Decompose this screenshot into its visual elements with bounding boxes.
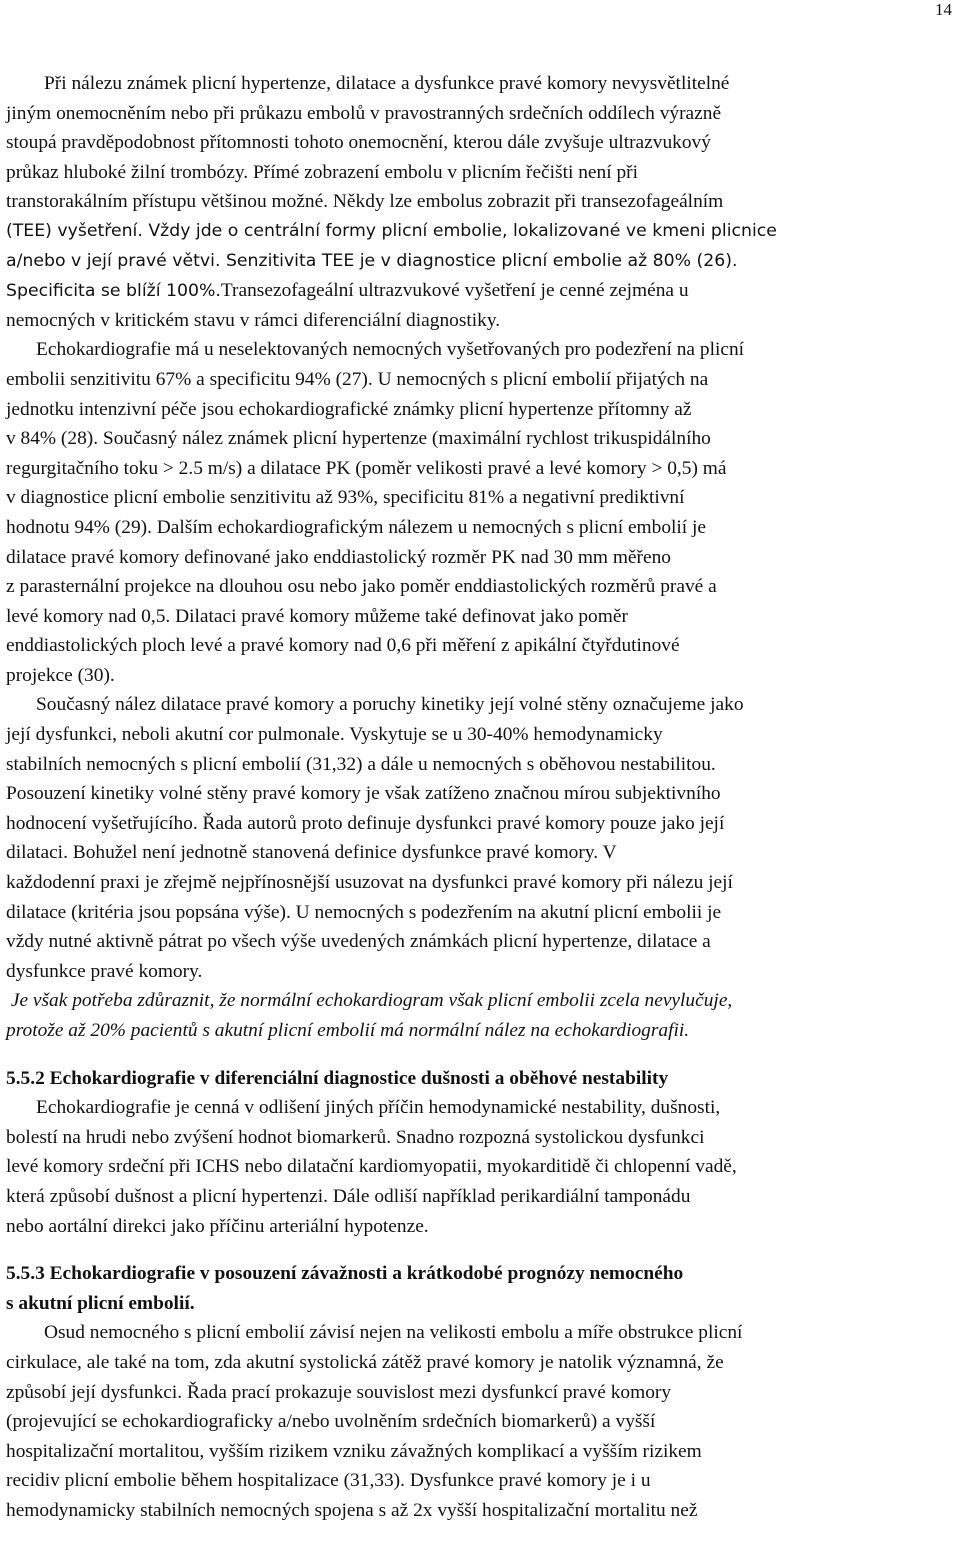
text-span: Specificita se blíží 100%. — [6, 281, 221, 302]
section-5-5-3 — [6, 1259, 956, 1525]
text-line: bolestí na hrudi nebo zvýšení hodnot biomarkerů. Snadno rozpozná systolickou dysfunkci — [6, 1126, 705, 1148]
text-line: embolii senzitivitu 67% a specificitu 94% (27). U nemocných s plicní embolií přijatých na — [6, 368, 709, 390]
text-line: (TEE) vyšetření. Vždy jde o centrální formy plicní embolie, lokalizované ve kmeni plicnice — [6, 220, 777, 241]
text-line: (projevující se echokardiograficky a/nebo uvolněním srdečních biomarkerů) a vyšší — [6, 1411, 656, 1433]
text-line: vždy nutné aktivně pátrat po všech výše uvedených známkách plicní hypertenze, dilatace a — [6, 931, 711, 953]
text-line: Současný nález dilatace pravé komory a poruchy kinetiky její volné stěny označujeme jako — [36, 694, 744, 716]
text-line: způsobí její dysfunkci. Řada prací prokazuje souvislost mezi dysfunkcí pravé komory — [6, 1381, 672, 1403]
text-line: projekce (30). — [6, 664, 115, 686]
text-line: Při nálezu známek plicní hypertenze, dilatace a dysfunkce pravé komory nevysvětlitelné — [44, 73, 730, 94]
paragraph-echo-sensitivity — [6, 335, 956, 690]
text-line: dysfunkce pravé komory. — [6, 960, 203, 982]
text-line: její dysfunkci, neboli akutní cor pulmonale. Vyskytuje se u 30-40% hemodynamicky — [6, 724, 663, 746]
italic-note — [6, 986, 956, 1045]
text-line: hodnotu 94% (29). Dalším echokardiografickým nálezem u nemocných s plicní embolií je — [6, 516, 707, 538]
section-5-5-2 — [6, 1064, 956, 1242]
page-number: 14 — [935, 0, 952, 19]
text-line: transtorakálním přístupu většinou možné. Někdy lze embolus zobrazit při transezofageálním — [6, 191, 724, 213]
text-line: enddiastolických ploch levé a pravé komory nad 0,6 při měření z apikální čtyřdutinové — [6, 635, 680, 657]
text-line: protože až 20% pacientů s akutní plicní embolií má normální nález na echokardiografii. — [6, 1020, 690, 1041]
text-line: z parasternální projekce na dlouhou osu nebo jako poměr enddiastolických rozměrů pravé a — [6, 576, 717, 598]
text-line: cirkulace, ale také na tom, zda akutní systolická zátěž pravé komory je natolik významná, že — [6, 1351, 724, 1373]
text-span: Transezofageální ultrazvukové vyšetření je cenné zejména u — [220, 280, 689, 302]
text-line: regurgitačního toku > 2.5 m/s) a dilatace PK (poměr velikosti pravé a levé komory > 0,5) má — [6, 457, 727, 479]
text-line: Osud nemocného s plicní embolií závisí nejen na velikosti embolu a míře obstrukce plicní — [44, 1322, 743, 1344]
text-line: nebo aortální direkci jako příčinu arteriální hypotenze. — [6, 1215, 429, 1237]
text-line: dilataci. Bohužel není jednotně stanovená definice dysfunkce pravé komory. V — [6, 842, 617, 864]
section-heading: 5.5.3 Echokardiografie v posouzení závažnosti a krátkodobé prognózy nemocného — [6, 1263, 684, 1285]
text-line: každodenní praxi je zřejmě nejpřínosnější usuzovat na dysfunkci pravé komory při nálezu její — [6, 872, 733, 894]
section-heading: s akutní plicní embolií. — [6, 1292, 195, 1314]
text-line: stabilních nemocných s plicní embolií (31,32) a dále u nemocných s oběhovou nestabilitou. — [6, 753, 716, 775]
text-line: která způsobí dušnost a plicní hypertenzi. Dále odliší například perikardiální tamponádu — [6, 1185, 691, 1207]
text-line: nemocných v kritickém stavu v rámci diferenciální diagnostiky. — [6, 309, 501, 331]
paragraph-rv-dysfunction — [6, 690, 956, 986]
text-line: hospitalizační mortalitou, vyšším rizikem vzniku závažných komplikací a vyšším rizikem — [6, 1440, 702, 1462]
text-line: stoupá pravděpodobnost přítomnosti tohoto onemocnění, kterou dále zvyšuje ultrazvukový — [6, 132, 711, 154]
text-line: Echokardiografie je cenná v odlišení jiných příčin hemodynamické nestability, dušnosti, — [36, 1097, 721, 1119]
text-line: hemodynamicky stabilních nemocných spojena s až 2x vyšší hospitalizační mortalitu než — [6, 1499, 698, 1521]
text-line: recidiv plicní embolie během hospitalizace (31,33). Dysfunkce pravé komory je i u — [6, 1470, 651, 1492]
text-line: jednotku intenzivní péče jsou echokardiografické známky plicní hypertenze přítomny až — [6, 398, 692, 420]
text-line: jiným onemocněním nebo při průkazu embolů v pravostranných srdečních oddílech výrazně — [6, 102, 722, 124]
text-line: dilatace pravé komory definované jako enddiastolický rozměr PK nad 30 mm měřeno — [6, 546, 671, 568]
text-line: levé komory srdeční při ICHS nebo dilatační kardiomyopatii, myokarditidě či chlopenní vadě, — [6, 1156, 737, 1178]
document-body — [6, 69, 956, 1526]
text-line: v 84% (28). Současný nález známek plicní hypertenze (maximální rychlost trikuspidálního — [6, 428, 711, 450]
text-line: Echokardiografie má u neselektovaných nemocných vyšetřovaných pro podezření na plicní — [36, 339, 745, 361]
text-line: v diagnostice plicní embolie senzitivitu až 93%, specificitu 81% a negativní prediktivní — [6, 487, 685, 509]
text-line: dilatace (kritéria jsou popsána výše). U nemocných s podezřením na akutní plicní embolii je — [6, 901, 722, 923]
text-line: levé komory nad 0,5. Dilataci pravé komory můžeme také definovat jako poměr — [6, 605, 628, 627]
text-line: Posouzení kinetiky volné stěny pravé komory je však zatíženo značnou mírou subjektivního — [6, 783, 721, 805]
paragraph-pe-signs — [6, 69, 956, 335]
text-line: a/nebo v její pravé větvi. Senzitivita TEE je v diagnostice plicní embolie až 80% (26). — [6, 250, 738, 271]
section-heading: 5.5.2 Echokardiografie v diferenciální diagnostice dušnosti a oběhové nestability — [6, 1067, 669, 1089]
text-line: Je však potřeba zdůraznit, že normální echokardiogram však plicní embolii zcela nevylučuje, — [6, 990, 733, 1012]
text-line: průkaz hluboké žilní trombózy. Přímé zobrazení embolu v plicním řečišti není při — [6, 161, 638, 183]
text-line: hodnocení vyšetřujícího. Řada autorů proto definuje dysfunkci pravé komory pouze jako její — [6, 812, 725, 834]
